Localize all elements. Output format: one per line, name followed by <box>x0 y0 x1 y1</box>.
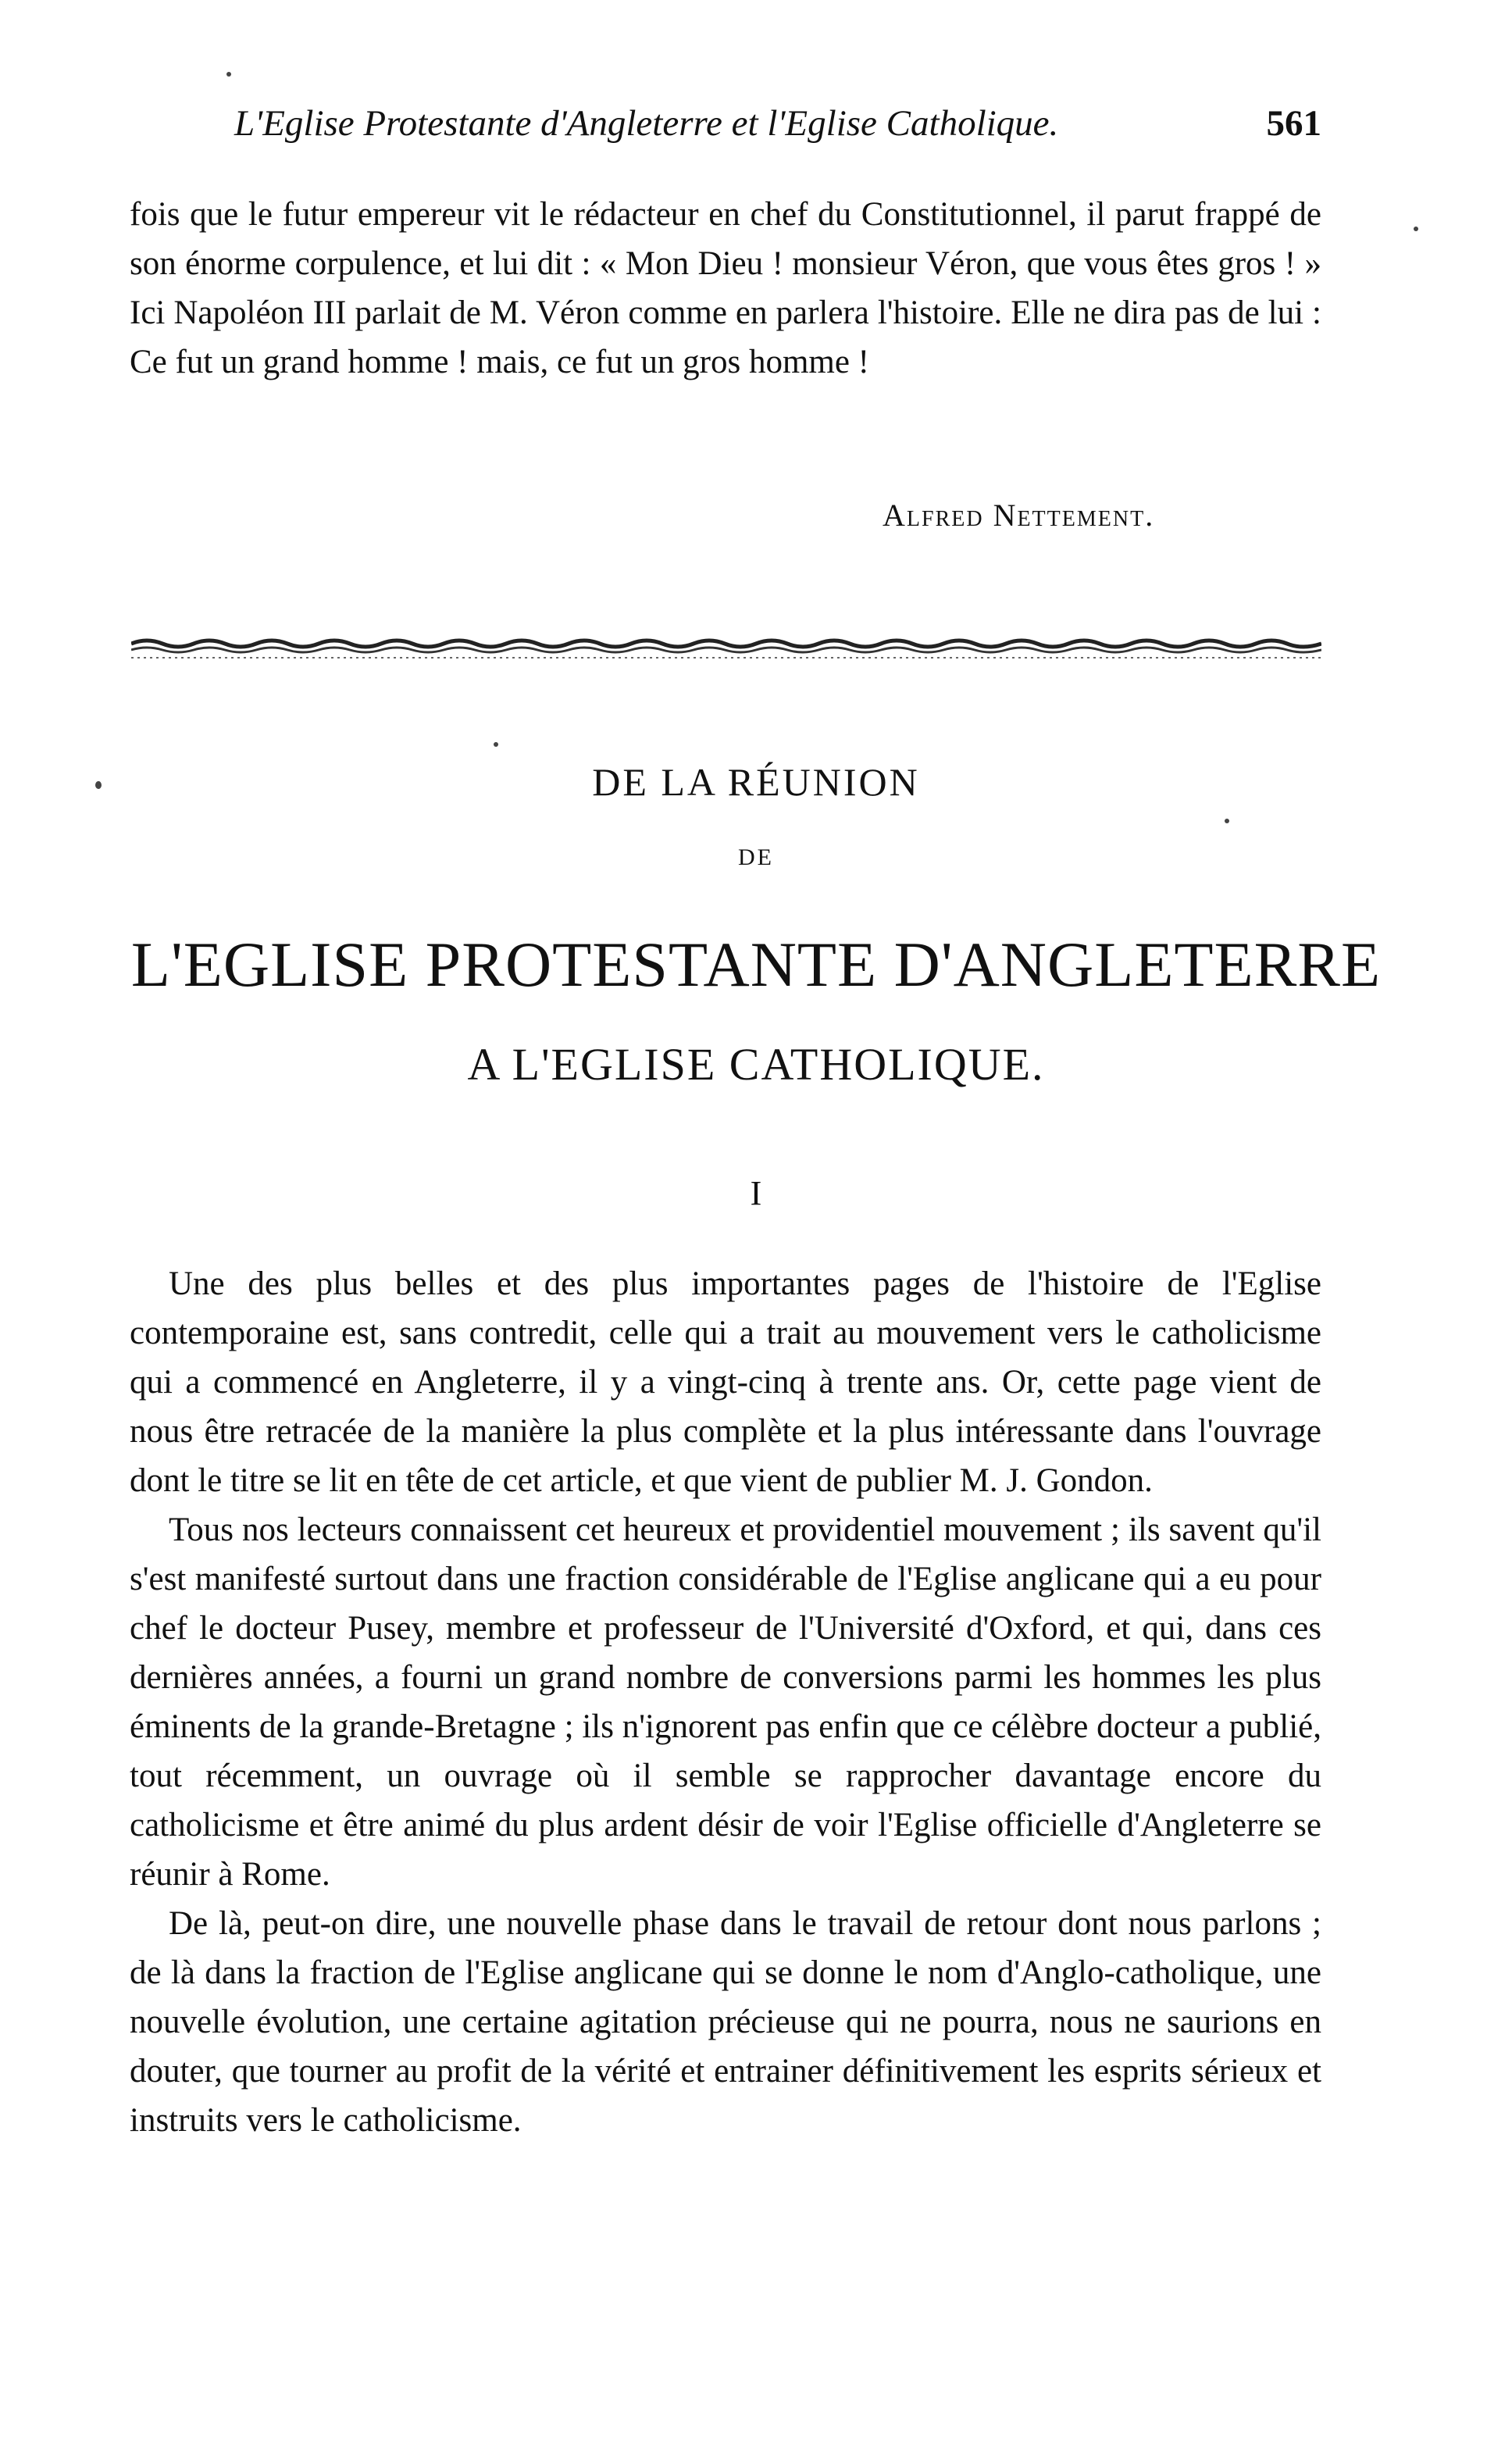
running-head <box>234 100 1321 147</box>
article-title-line-1: DE LA RÉUNION <box>592 760 920 804</box>
section-number: I <box>750 1174 762 1212</box>
continued-text-block <box>130 190 1321 387</box>
print-speck <box>1414 227 1418 231</box>
article-title-line-3: L'EGLISE PROTESTANTE D'ANGLETERRE <box>130 929 1382 1000</box>
author-signature: Alfred Nettement. <box>883 498 1155 533</box>
article-body <box>130 1259 1321 2145</box>
body-paragraph: Tous nos lecteurs connaissent cet heureux et providentiel mouvement ; ils savent qu'il s'est manifesté surtout dans une fraction considérable de l'Eglise anglicane qui a eu pour chef le docteur Pusey, membre et professeur de l'Université d'Oxford, et qui, dans ces dernières années, a fourni un grand nombre de conversions parmi les hommes les plus éminents de la grande-Bretagne ; ils n'ignorent pas enfin que ce célèbre docteur a publié, tout récemment, un ouvrage où il semble se rapprocher davantage encore du catholicisme et être animé du plus ardent désir de voir l'Eglise officielle d'Angleterre se réunir à Rome. <box>130 1512 1321 1893</box>
ornamental-rule <box>131 634 1321 666</box>
article-title-line-2: DE <box>738 844 774 870</box>
print-speck <box>1225 819 1229 823</box>
body-paragraph: Une des plus belles et des plus importantes pages de l'histoire de l'Eglise contemporaine est, sans contredit, celle qui a trait au mouvement vers le catholicisme qui a commencé en Angleterre, il y a vingt-cinq à trente ans. Or, cette page vient de nous être retracée de la manière la plus complète et la plus intéressante dans l'ouvrage dont le titre se lit en tête de cet article, et que vient de publier M. J. Gondon. <box>130 1265 1321 1499</box>
print-speck <box>494 742 498 747</box>
continued-paragraph: fois que le futur empereur vit le rédacteur en chef du Constitutionnel, il parut frappé de son énorme corpulence, et lui dit : « Mon Dieu ! monsieur Véron, que vous êtes gros ! » Ici Napoléon III parlait de M. Véron comme en parlera l'histoire. Elle ne dira pas de lui : Ce fut un grand homme ! mais, ce fut un gros homme ! <box>130 196 1321 380</box>
print-speck <box>226 72 231 77</box>
print-speck <box>95 781 102 789</box>
article-title-line-4: A L'EGLISE CATHOLIQUE. <box>467 1039 1045 1090</box>
body-paragraph: De là, peut-on dire, une nouvelle phase dans le travail de retour dont nous parlons ; de là dans la fraction de l'Eglise anglicane qui se donne le nom d'Anglo-catholique, une nouvelle évolution, une certaine agitation précieuse qui ne pourra, nous ne saurions en douter, que tourner au profit de la vérité et entrainer définitivement les esprits sérieux et instruits vers le catholicisme. <box>130 1905 1321 2139</box>
page-number: 561 <box>1266 103 1321 144</box>
running-head-title: L'Eglise Protestante d'Angleterre et l'Eglise Catholique. <box>234 103 1059 144</box>
